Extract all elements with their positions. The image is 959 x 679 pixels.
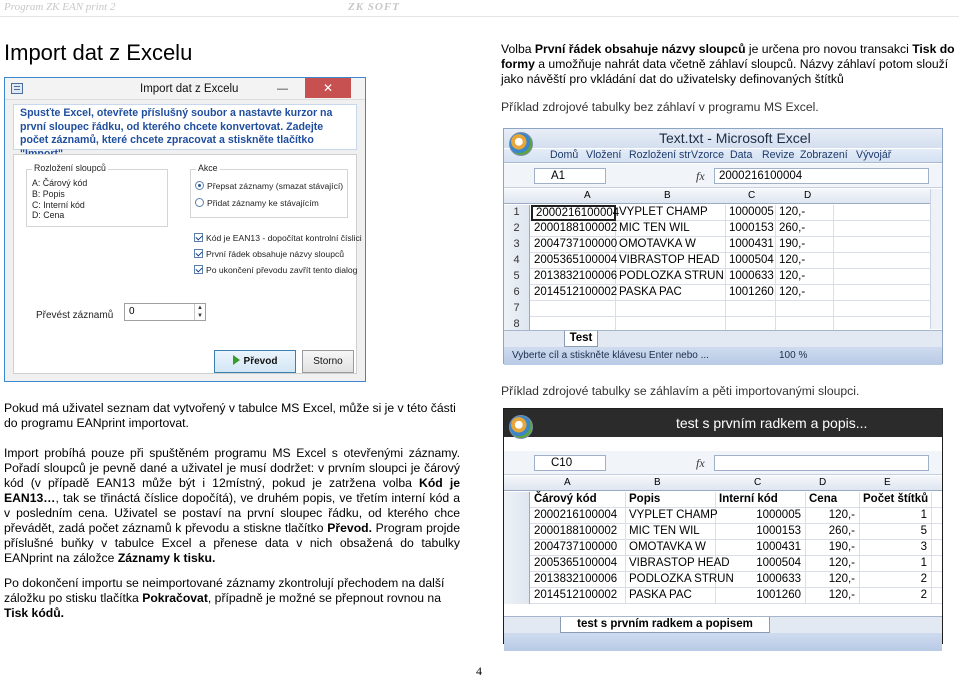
table-cell[interactable]: 1 [860, 508, 932, 524]
excel-titlebar [504, 129, 942, 148]
table-cell[interactable]: 120,- [806, 572, 860, 588]
row-number[interactable]: 7 [504, 301, 530, 317]
columns-group [26, 163, 168, 227]
page-header [0, 0, 959, 16]
table-cell[interactable]: 120,- [776, 205, 834, 221]
column-item: B: Popis [32, 188, 65, 199]
table-cell[interactable]: 2000216100004 [531, 205, 616, 221]
sheet-tab[interactable]: test s prvním radkem a popisem [560, 617, 770, 633]
app-icon [11, 83, 23, 94]
table-cell[interactable] [616, 301, 726, 317]
table-cell[interactable]: 1000005 [726, 205, 776, 221]
table-cell[interactable]: PASKA PAC [626, 588, 716, 604]
close-after-checkbox[interactable]: Po ukončení převodu zavřít tento dialog [194, 265, 357, 275]
table-cell[interactable]: VYPLET CHAMP [626, 508, 716, 524]
table-cell[interactable]: VYPLET CHAMP [616, 205, 726, 221]
header-cell[interactable]: Popis [626, 492, 716, 508]
office-button-icon[interactable] [509, 132, 533, 156]
table-cell[interactable]: 2005365100004 [531, 556, 626, 572]
excel-title: test s prvním radkem a popis... [676, 415, 868, 431]
table-cell[interactable]: 1000633 [716, 572, 806, 588]
row-number[interactable] [504, 540, 530, 556]
header-divider [0, 16, 959, 17]
table-row [504, 540, 942, 556]
dialog-panel [13, 154, 362, 374]
column-item: A: Čárový kód [32, 178, 88, 188]
column-header[interactable]: C [754, 477, 762, 488]
column-headers [504, 189, 942, 204]
table-cell[interactable]: 2000188100002 [531, 524, 626, 540]
table-cell[interactable]: 1000504 [716, 556, 806, 572]
action-group-label: Akce [198, 163, 218, 173]
column-header[interactable]: D [804, 190, 812, 201]
table-cell[interactable]: 2 [860, 572, 932, 588]
table-row [504, 237, 942, 253]
header-cell[interactable]: Interní kód [716, 492, 806, 508]
formula-input[interactable] [714, 455, 929, 471]
ribbon-tab[interactable]: Domů [550, 149, 579, 161]
table-cell[interactable]: 120,- [776, 285, 834, 301]
table-cell[interactable]: 2014512100002 [531, 588, 626, 604]
column-header[interactable]: E [884, 477, 891, 488]
excel-window-with-header [503, 408, 943, 644]
table-row [504, 301, 942, 317]
column-header[interactable]: A [564, 477, 571, 488]
column-headers [504, 476, 942, 491]
table-cell[interactable]: 260,- [776, 221, 834, 237]
header-right: ZK SOFT [348, 1, 400, 13]
table-cell[interactable]: VIBRASTOP HEAD [616, 253, 726, 269]
row-number[interactable] [504, 588, 530, 604]
table-cell[interactable]: 1000504 [726, 253, 776, 269]
header-cell[interactable]: Počet štítků [860, 492, 932, 508]
header-cell[interactable]: Cena [806, 492, 860, 508]
page-title: Import dat z Excelu [4, 40, 193, 65]
row-number[interactable]: 3 [504, 237, 530, 253]
table-cell[interactable] [776, 301, 834, 317]
table-cell[interactable]: 1000431 [726, 237, 776, 253]
header-cell[interactable]: Čárový kód [531, 492, 626, 508]
table-cell[interactable]: MIC TEN WIL [626, 524, 716, 540]
page-number: 4 [476, 664, 482, 678]
table-cell[interactable]: 5 [860, 524, 932, 540]
table-cell[interactable]: 1000633 [726, 269, 776, 285]
row-number[interactable]: 2 [504, 221, 530, 237]
header-row [504, 492, 942, 508]
table-cell[interactable]: 120,- [806, 508, 860, 524]
prevod-count-stepper[interactable]: 0 ▲ ▼ [124, 303, 206, 321]
name-box[interactable]: C10 [534, 455, 606, 471]
sheet-tabs-bar [504, 616, 942, 633]
prevod-count-label: Převést záznamů [36, 310, 114, 321]
excel-title: Text.txt - Microsoft Excel [659, 130, 811, 146]
zoom-level: 100 % [779, 350, 808, 361]
table-cell[interactable]: 2004737100000 [531, 540, 626, 556]
ribbon-tab[interactable]: Zobrazení [800, 149, 848, 161]
table-cell[interactable]: 1 [860, 556, 932, 572]
table-cell[interactable]: PODLOZKA STRUN [616, 269, 726, 285]
table-cell[interactable]: 2000216100004 [531, 508, 626, 524]
sheet-tabs-bar [504, 330, 942, 347]
row-number[interactable] [504, 508, 530, 524]
table-cell[interactable]: 2004737100000 [531, 237, 616, 253]
import-dialog [4, 77, 366, 382]
excel-ribbon [504, 149, 942, 163]
table-row [504, 253, 942, 269]
table-row [504, 205, 942, 221]
ribbon-tab[interactable]: Data [730, 149, 753, 161]
continue-paragraph: Po dokončení importu se neimportované záznamy zkontrolují přechodem na další záložku po stisku tlačítka Pokračovat, případně je možné se přepnout rovnou na Tisk kódů. [4, 576, 445, 620]
table-row [504, 588, 942, 604]
ribbon-tab[interactable]: Rozložení str [629, 149, 691, 161]
table-cell[interactable]: 120,- [776, 253, 834, 269]
storno-button[interactable]: Storno [302, 350, 354, 373]
table-cell[interactable]: VIBRASTOP HEAD [626, 556, 716, 572]
formula-bar [504, 451, 942, 475]
row-number[interactable]: 1 [504, 205, 530, 221]
column-item: D: Cena [32, 210, 65, 221]
status-bar [504, 633, 942, 651]
dialog-titlebar [5, 78, 365, 100]
excel-window-no-header [503, 128, 943, 364]
table-cell[interactable]: 1000005 [716, 508, 806, 524]
radio-icon [195, 198, 204, 207]
table-row [504, 524, 942, 540]
table-cell[interactable]: 260,- [806, 524, 860, 540]
table-cell[interactable]: 120,- [806, 556, 860, 572]
arrow-right-icon [233, 355, 240, 365]
office-button-icon[interactable] [509, 415, 533, 439]
excel-titlebar [504, 409, 942, 437]
dialog-title: Import dat z Excelu [140, 83, 239, 95]
table-cell[interactable]: 3 [860, 540, 932, 556]
close-button[interactable]: ✕ [305, 78, 351, 98]
import-paragraph: Import probíhá pouze při spuštěném programu MS Excel s otevřenými záznamy. Pořadí sloupců je pevně dané a uživatel je musí dodržet: v prvním sloupci je čárový kód (v případě EAN13 může být i 12místný, pokud je zatržena volba Kód je EAN13…, tak se třináctá číslice dopočítá), ve druhém popis, ve třetím interní kód a v posledním cena. Uživatel se postaví na první sloupec řádku, od kterého chce převádět, zadá počet záznamů k převodu a stiskne tlačítko Převod. Program projde příslušné buňky v tabulce Excel a přenese data v nich obsažená do tabulky EANprint na záložce Záznamy k tisku. [4, 446, 460, 565]
column-header[interactable]: B [654, 477, 661, 488]
table-cell[interactable]: 2013832100006 [531, 269, 616, 285]
radio-selected-icon [195, 181, 204, 190]
sheet-tab[interactable]: Test [564, 331, 598, 347]
ribbon-tab[interactable]: Vzorce [691, 149, 724, 161]
column-header[interactable]: D [819, 477, 827, 488]
table-row [504, 508, 942, 524]
table-cell[interactable]: 120,- [776, 269, 834, 285]
table-cell[interactable]: 190,- [806, 540, 860, 556]
first-row-headers-checkbox[interactable]: První řádek obsahuje názvy sloupců [194, 249, 344, 259]
dialog-info-box [13, 104, 357, 150]
table-cell[interactable]: 1000153 [716, 524, 806, 540]
vertical-scrollbar[interactable] [930, 189, 942, 329]
row-number[interactable]: 8 [504, 317, 530, 333]
name-box[interactable]: A1 [534, 168, 606, 184]
table-cell[interactable]: 2005365100004 [531, 253, 616, 269]
column-header[interactable]: B [664, 190, 671, 201]
action-group [190, 163, 348, 218]
table-row [504, 285, 942, 301]
row-number[interactable] [504, 556, 530, 572]
table-row [504, 572, 942, 588]
checkbox-checked-icon [194, 249, 203, 258]
ribbon-tab[interactable]: Vložení [586, 149, 622, 161]
table-cell[interactable]: 120,- [806, 588, 860, 604]
table-cell[interactable]: 2013832100006 [531, 572, 626, 588]
column-header[interactable]: C [748, 190, 756, 201]
table-cell[interactable]: 1001260 [716, 588, 806, 604]
dialog-info-text: Spusťte Excel, otevřete příslušný soubor a nastavte kurzor na první sloupec řádku, od kterého chcete konvertovat. Zadejte počet záznamů, které chcete zpracovat a stiskněte tlačítko [20, 107, 333, 146]
table-cell[interactable]: 2014512100002 [531, 285, 616, 301]
minimize-button[interactable]: — [277, 83, 288, 95]
fx-icon[interactable]: fx [696, 456, 705, 470]
table-cell[interactable]: 190,- [776, 237, 834, 253]
status-bar [504, 347, 942, 365]
overwrite-radio[interactable]: Přepsat záznamy (smazat stávající) [195, 181, 343, 191]
formula-input[interactable]: 2000216100004 [714, 168, 929, 184]
right-intro: Volba První řádek obsahuje názvy sloupců je určena pro novou transakci Tisk do formy a umožňuje nahrát data včetně záhlaví sloupců. Názvy záhlaví potom slouží jako návěští pro vkládání dat do uživatelsky definovaných štítků [501, 42, 955, 86]
intro-paragraph: Pokud má uživatel seznam dat vytvořený v tabulce MS Excel, může si je v této části do programu EANprint importovat. [4, 401, 456, 430]
table-row [504, 556, 942, 572]
table-row [504, 221, 942, 237]
column-item: C: Interní kód [32, 199, 85, 210]
header-left: Program ZK EAN print 2 [4, 1, 116, 13]
fx-icon[interactable]: fx [696, 169, 705, 183]
table-cell[interactable]: OMOTAVKA W [616, 237, 726, 253]
caption-no-header: Příklad zdrojové tabulky bez záhlaví v programu MS Excel. [501, 100, 819, 114]
column-header[interactable]: A [584, 190, 591, 201]
prevod-button[interactable]: Převod [214, 350, 296, 373]
row-number[interactable] [504, 572, 530, 588]
table-row [504, 269, 942, 285]
columns-list [32, 178, 87, 221]
checkbox-checked-icon [194, 265, 203, 274]
table-cell[interactable]: 1000153 [726, 221, 776, 237]
table-cell[interactable]: OMOTAVKA W [626, 540, 716, 556]
table-cell[interactable] [531, 301, 616, 317]
columns-group-label: Rozložení sloupců [34, 163, 106, 173]
checkbox-checked-icon [194, 233, 203, 242]
table-cell[interactable]: 1001260 [726, 285, 776, 301]
ribbon-tab[interactable]: Vývojář [856, 149, 892, 161]
caption-with-header: Příklad zdrojové tabulky se záhlavím a pěti importovanými sloupci. [501, 384, 860, 398]
table-cell[interactable]: 2 [860, 588, 932, 604]
ribbon-tab[interactable]: Revize [762, 149, 795, 161]
row-number[interactable] [504, 492, 530, 508]
table-cell[interactable]: PASKA PAC [616, 285, 726, 301]
row-number[interactable] [504, 524, 530, 540]
table-cell[interactable]: PODLOZKA STRUN [626, 572, 716, 588]
ean13-checkbox[interactable]: Kód je EAN13 - dopočítat kontrolní číslici [194, 233, 362, 243]
table-cell[interactable]: MIC TEN WIL [616, 221, 726, 237]
status-text: Vyberte cíl a stiskněte klávesu Enter nebo ... [512, 350, 709, 361]
append-radio[interactable]: Přidat záznamy ke stávajícím [195, 198, 319, 208]
table-cell[interactable] [726, 301, 776, 317]
table-cell[interactable]: 2000188100002 [531, 221, 616, 237]
row-number[interactable]: 4 [504, 253, 530, 269]
formula-bar [504, 164, 942, 188]
table-cell[interactable]: 1000431 [716, 540, 806, 556]
row-number[interactable]: 6 [504, 285, 530, 301]
stepper-arrows-icon[interactable]: ▲ ▼ [194, 304, 205, 320]
row-number[interactable]: 5 [504, 269, 530, 285]
